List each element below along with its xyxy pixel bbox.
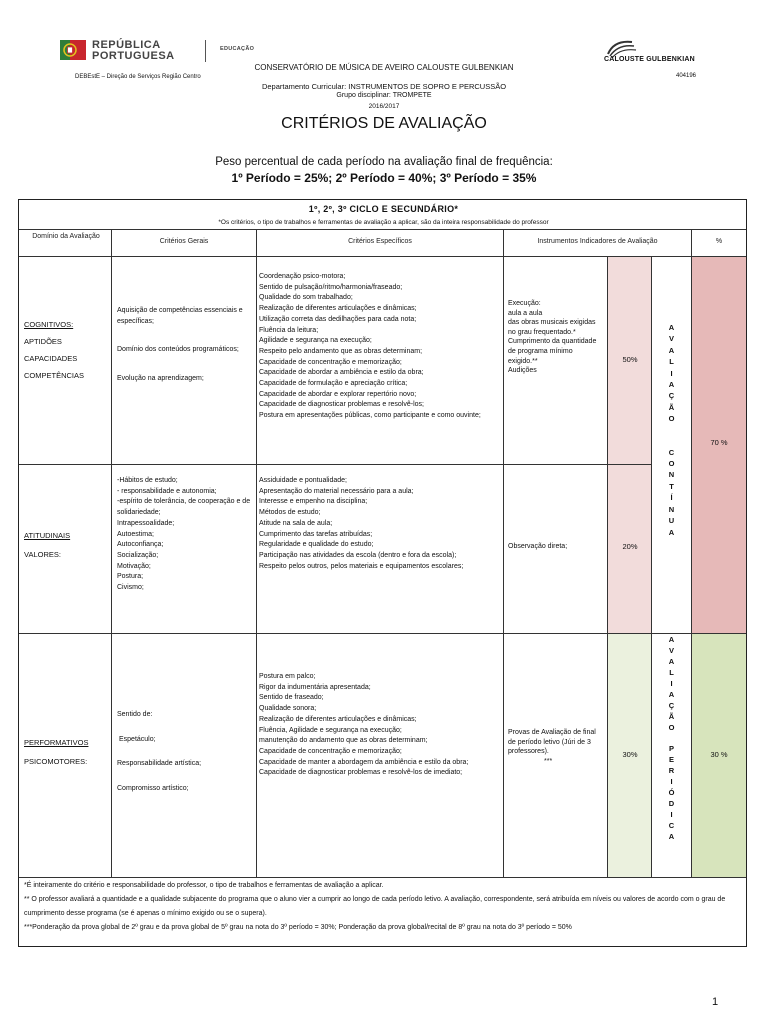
especificos-atitudinais bbox=[259, 476, 501, 572]
grid-line bbox=[691, 229, 692, 877]
especificos-item: Sentido de pulsação/ritmo/harmonia/fraseado; bbox=[259, 283, 403, 291]
instrumentos-item: Audições bbox=[508, 367, 537, 375]
especificos-item: Capacidade de abordar e explorar repertório novo; bbox=[259, 390, 417, 398]
especificos-performativos bbox=[259, 672, 501, 779]
vertical-letter: A bbox=[668, 832, 675, 841]
especificos-item: Respeito pelos outros, pelos materiais e equipamentos escolares; bbox=[259, 562, 464, 570]
footnote-1: *É inteiramente do critério e responsabilidade do professor, o tipo de trabalhos e ferramentas de avaliação a aplicar. bbox=[24, 882, 384, 889]
especificos-item: Assiduidade e pontualidade; bbox=[259, 477, 347, 484]
gerais-item: Motivação; bbox=[117, 562, 151, 570]
header-dominio: Domínio da Avaliação bbox=[32, 233, 100, 240]
grid-line bbox=[19, 464, 651, 465]
vertical-letter: Ç bbox=[668, 701, 675, 710]
dominio-line: APTIDÕES bbox=[24, 337, 62, 346]
vertical-letter: Ç bbox=[668, 391, 675, 401]
republica-portuguesa-flag-icon bbox=[60, 38, 86, 62]
vertical-letter: A bbox=[668, 345, 675, 355]
peso-percentual-text: Peso percentual de cada período na avaliação final de frequência: bbox=[215, 156, 553, 168]
dominio-line: VALORES: bbox=[24, 550, 61, 559]
vertical-letter: O bbox=[668, 459, 675, 469]
grid-line bbox=[19, 256, 746, 257]
especificos-item: Regularidade e qualidade do estudo; bbox=[259, 541, 374, 549]
dominio-cognitivos bbox=[24, 320, 110, 380]
dominio-performativos bbox=[24, 738, 110, 766]
peso-cognitivos: 50% bbox=[622, 355, 638, 364]
gerais-item: Domínio dos conteúdos programáticos; bbox=[117, 346, 239, 354]
especificos-item: Rigor da indumentária apresentada; bbox=[259, 683, 371, 691]
grid-line bbox=[503, 229, 504, 877]
especificos-item: Atitude na sala de aula; bbox=[259, 519, 333, 527]
vertical-letter: A bbox=[668, 527, 675, 537]
gerais-item: Evolução na aprendizagem; bbox=[117, 375, 204, 383]
especificos-item: Capacidade de concentração e memorização; bbox=[259, 747, 402, 755]
gerais-cognitivos bbox=[117, 306, 253, 385]
especificos-item: Utilização correta das dedilhações para cada nota; bbox=[259, 315, 417, 323]
vertical-letter: A bbox=[668, 380, 675, 390]
total-periodica: 30 % bbox=[710, 750, 728, 759]
avaliacao-periodica-vertical bbox=[652, 634, 691, 842]
footnote-3: ***Ponderação da prova global de 2º grau e da prova global de 5º grau na nota do 3º período = 30%; Ponderação da prova global/recital de 8º grau na nota do 3º período = 50% bbox=[24, 924, 572, 931]
dominio-line: CAPACIDADES bbox=[24, 354, 78, 363]
vertical-letter: R bbox=[668, 766, 675, 775]
vertical-letter: D bbox=[668, 799, 675, 808]
especificos-cognitivos bbox=[259, 272, 501, 422]
especificos-item: Qualidade sonora; bbox=[259, 705, 317, 713]
footnotes bbox=[24, 879, 742, 935]
vertical-letter: V bbox=[668, 646, 674, 655]
vertical-letter: I bbox=[670, 777, 673, 786]
especificos-item: Coordenação psico-motora; bbox=[259, 273, 346, 280]
logo-divider bbox=[205, 40, 206, 62]
especificos-item: Interesse e empenho na disciplina; bbox=[259, 498, 368, 506]
instrumentos-cognitivos bbox=[508, 299, 604, 376]
gerais-item: Aquisição de competências essenciais e específicas; bbox=[117, 307, 243, 325]
vertical-letter: O bbox=[668, 723, 675, 732]
especificos-item: Cumprimento das tarefas atribuídas; bbox=[259, 530, 373, 538]
especificos-item: Capacidade de abordar a ambiência e estilo da obra; bbox=[259, 369, 424, 377]
vertical-letter: I bbox=[670, 810, 673, 819]
deb-label: DEBEstE – Direção de Serviços Região Centro bbox=[75, 74, 201, 80]
vertical-letter: O bbox=[668, 414, 675, 424]
instrumentos-item: das obras musicais exigidas no grau frequentado.* bbox=[508, 319, 596, 336]
grid-line bbox=[607, 256, 608, 877]
vertical-letter: T bbox=[669, 481, 674, 491]
dominio-line: PSICOMOTORES: bbox=[24, 757, 88, 766]
instrumentos-item: aula a aula bbox=[508, 309, 543, 317]
especificos-item: Capacidade de diagnosticar problemas e resolvê-los; bbox=[259, 401, 424, 409]
instrumentos-item: *** bbox=[544, 757, 553, 765]
peso-performativos: 30% bbox=[622, 750, 638, 759]
vertical-letter: E bbox=[668, 755, 674, 764]
vertical-letter: L bbox=[669, 357, 674, 367]
gerais-item: - responsabilidade e autonomia; bbox=[117, 487, 217, 495]
especificos-item: Postura em palco; bbox=[259, 673, 316, 680]
vertical-letter: C bbox=[668, 447, 675, 457]
gerais-item: Socialização; bbox=[117, 551, 159, 559]
especificos-item: Postura em apresentações públicas, como participante e como ouvinte; bbox=[259, 412, 481, 420]
school-year: 2016/2017 bbox=[368, 103, 400, 110]
vertical-letter: N bbox=[668, 470, 675, 480]
logo-portuguesa-text: PORTUGUESA bbox=[92, 50, 175, 62]
especificos-item: Realização de diferentes articulações e dinâmicas; bbox=[259, 305, 417, 313]
vertical-letter: L bbox=[669, 668, 674, 677]
especificos-item: Agilidade e segurança na execução; bbox=[259, 337, 372, 345]
gerais-item: -Hábitos de estudo; bbox=[117, 477, 178, 484]
republica-portuguesa-logo bbox=[92, 40, 175, 62]
header-percent: % bbox=[715, 238, 723, 245]
gerais-performativos bbox=[117, 710, 255, 795]
grid-line bbox=[19, 877, 746, 878]
especificos-item: Sentido de fraseado; bbox=[259, 694, 324, 702]
peso-atitudinais: 20% bbox=[622, 542, 638, 551]
vertical-letter: Ã bbox=[668, 712, 675, 721]
page-number: 1 bbox=[712, 996, 719, 1008]
gulbenkian-logo-text: CALOUSTE GULBENKIAN bbox=[604, 56, 695, 63]
vertical-letter: A bbox=[668, 690, 675, 699]
gerais-item: Autoconfiança; bbox=[117, 541, 164, 549]
instrumentos-atitudinais: Observação direta; bbox=[508, 543, 568, 550]
footnote-2: ** O professor avaliará a quantidade e a qualidade subjacente do programa que o aluno vier a cumprir ao longo de cada período letivo. A avaliação, correspondente, será atribuída em níveis ou valores de acordo com o grau de cumprimento desse programa (se é apenas o mínimo exigido ou se o supera). bbox=[24, 896, 726, 917]
vertical-letter: A bbox=[668, 323, 675, 332]
gerais-item: Civismo; bbox=[117, 584, 144, 592]
page-title: CRITÉRIOS DE AVALIAÇÃO bbox=[281, 115, 487, 132]
grupo-label: Grupo disciplinar: TROMPETE bbox=[336, 92, 432, 99]
vertical-letter: Ó bbox=[668, 788, 675, 797]
instrumentos-performativos bbox=[508, 728, 604, 766]
grid-line bbox=[19, 633, 746, 634]
header-criterios-gerais: Critérios Gerais bbox=[159, 238, 209, 245]
vertical-letter: Ã bbox=[668, 402, 675, 412]
gerais-atitudinais bbox=[117, 476, 255, 594]
instrumentos-item: Execução: bbox=[508, 300, 541, 307]
especificos-item: manutenção do andamento que as obras determinam; bbox=[259, 737, 428, 745]
especificos-item: Fluência, Agilidade e segurança na execução; bbox=[259, 726, 402, 734]
especificos-item: Capacidade de formulação e apreciação crítica; bbox=[259, 380, 408, 388]
vertical-letter: I bbox=[670, 368, 673, 378]
total-continua: 70 % bbox=[710, 438, 728, 447]
vertical-letter: A bbox=[668, 657, 675, 666]
gerais-item: Intrapessoalidade; bbox=[117, 519, 175, 527]
gerais-item: Sentido de: bbox=[117, 711, 153, 718]
dominio-atitudinais bbox=[24, 531, 110, 559]
especificos-item: Capacidade de concentração e memorização; bbox=[259, 358, 402, 366]
criterios-table bbox=[18, 199, 747, 947]
especificos-item: Apresentação do material necessário para a aula; bbox=[259, 487, 414, 495]
grid-line bbox=[19, 229, 746, 230]
gerais-item: Espetáculo; bbox=[119, 735, 156, 743]
instrumentos-item: Provas de Avaliação de final de período letivo (Júri de 3 professores). bbox=[508, 729, 596, 756]
vertical-letter: I bbox=[670, 679, 673, 688]
especificos-item: Qualidade do som trabalhado; bbox=[259, 294, 353, 302]
gerais-item: Responsabilidade artística; bbox=[117, 760, 202, 768]
gerais-item: Compromisso artístico; bbox=[117, 785, 189, 793]
dominio-title: ATITUDINAIS bbox=[24, 531, 71, 540]
vertical-letter: P bbox=[668, 744, 674, 753]
dominio-line: COMPETÊNCIAS bbox=[24, 371, 85, 380]
header-criterios-especificos: Critérios Específicos bbox=[348, 238, 412, 245]
vertical-letter: Í bbox=[670, 493, 673, 503]
instrumentos-item: Cumprimento da quantidade de programa mínimo exigido.** bbox=[508, 338, 597, 365]
avaliacao-continua-vertical bbox=[652, 322, 691, 538]
vertical-letter: A bbox=[668, 635, 675, 644]
especificos-item: Realização de diferentes articulações e dinâmicas; bbox=[259, 715, 417, 723]
educacao-label: EDUCAÇÃO bbox=[220, 46, 255, 52]
especificos-item: Capacidade de manter a abordagem da ambiência e estilo da obra; bbox=[259, 758, 469, 766]
especificos-item: Fluência da leitura; bbox=[259, 326, 319, 334]
logo-republica-text: REPÚBLICA bbox=[92, 39, 161, 51]
especificos-item: Participação nas atividades da escola (dentro e fora da escola); bbox=[259, 551, 457, 559]
vertical-letter: N bbox=[668, 504, 675, 514]
ciclo-note: *Os critérios, o tipo de trabalhos e ferramentas de avaliação a aplicar, são da inteira responsabilidade do professor bbox=[218, 219, 549, 226]
especificos-item: Respeito pelo andamento que as obras determinam; bbox=[259, 347, 423, 355]
school-code: 404196 bbox=[676, 73, 697, 79]
grid-line bbox=[256, 229, 257, 877]
vertical-letter: U bbox=[668, 516, 675, 526]
grid-line bbox=[111, 229, 112, 877]
conservatorio-name: CONSERVATÓRIO DE MÚSICA DE AVEIRO CALOUSTE GULBENKIAN bbox=[254, 63, 514, 72]
gerais-item: Postura; bbox=[117, 573, 144, 581]
vertical-letter: V bbox=[668, 334, 674, 344]
especificos-item: Métodos de estudo; bbox=[259, 509, 321, 517]
vertical-letter: C bbox=[668, 821, 675, 830]
departamento-label: Departamento Curricular: INSTRUMENTOS DE SOPRO E PERCUSSÃO bbox=[261, 82, 507, 91]
especificos-item: Capacidade de diagnosticar problemas e resolvê-los de imediato; bbox=[259, 769, 463, 777]
ciclo-title: 1º, 2º, 3º CICLO E SECUNDÁRIO* bbox=[308, 204, 459, 214]
gerais-item: -espírito de tolerância, de cooperação e de solidariedade; bbox=[117, 498, 251, 517]
periodos-weights: 1º Período = 25%; 2º Período = 40%; 3º Período = 35% bbox=[231, 171, 537, 185]
gerais-item: Autoestima; bbox=[117, 530, 154, 538]
header-instrumentos: Instrumentos Indicadores de Avaliação bbox=[537, 238, 658, 245]
dominio-title: COGNITIVOS: bbox=[24, 320, 74, 329]
dominio-title: PERFORMATIVOS bbox=[24, 738, 89, 747]
